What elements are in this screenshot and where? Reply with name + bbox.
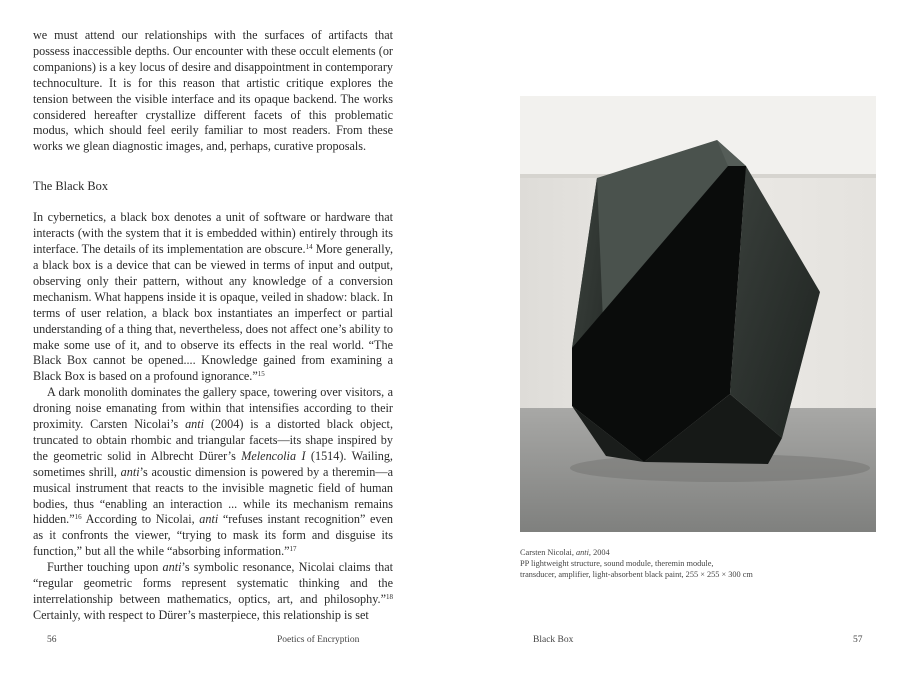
photo-caption bbox=[520, 547, 820, 580]
artwork-photo bbox=[520, 96, 876, 532]
paragraph-black-box-definition: In cybernetics, a black box denotes a unit of software or hardware that interacts (with the system that it is embedded within) entirely through its interface. The details of its implementation are obscure.$^{14}$ More generally, a black box is a device that can be viewed in terms of input and output, observing only their pattern, without any knowledge of a conversion mechanism. What happens inside it is opaque, veiled in shadow: black. In terms of user relation, a black box instantiates an imperfect or partial understanding of a thing that, nevertheless, does not affect one’s ability to make some use of it, and to observe its effects in the real world. “The Black Box cannot be opened.... Knowledge gained from examining a Black Box is based on a profound ignorance.”$^{15}$ bbox=[33, 210, 393, 384]
footnote-ref-18[interactable]: 18 bbox=[386, 593, 393, 601]
footnote-ref-16[interactable]: 16 bbox=[74, 513, 82, 522]
running-head-left: Poetics of Encryption bbox=[277, 635, 360, 645]
footnote-ref-15[interactable]: 15 bbox=[257, 370, 265, 379]
monolith-image bbox=[520, 96, 876, 532]
section-heading: The Black Box bbox=[33, 179, 109, 194]
page-number-right: 57 bbox=[853, 635, 863, 645]
page-number-left: 56 bbox=[47, 635, 57, 645]
paragraph-symbolic-resonance: Further touching upon anti’s symbolic resonance, Nicolai claims that “regular geometric forms represent systematic thinking and the interrelationship between mathematics, optics, art, and philosophy.”$^{18}$ Certainly, with respect to Dürer’s masterpiece, this relationship is set bbox=[33, 560, 393, 622]
caption-line-1: Carsten Nicolai, anti, 2004 bbox=[520, 548, 610, 557]
caption-line-2: PP lightweight structure, sound module, theremin module, bbox=[520, 559, 714, 568]
running-head-right: Black Box bbox=[533, 635, 574, 645]
intro-paragraph: we must attend our relationships with the surfaces of artifacts that possess inaccessible depths. Our encounter with these occult elements (or companions) is a key locus of desire and disappointment in contemporary technoculture. It is for this reason that artistic critique explores the tension between the visible interface and its opaque backend. The works considered hereafter crystallize different facets of this problematic modus, which should feel eerily familiar to most readers. From these works we glean diagnostic images, and, perhaps, curative proposals. bbox=[33, 28, 393, 154]
left-page bbox=[0, 0, 450, 675]
footnote-ref-14[interactable]: 14 bbox=[305, 243, 313, 252]
body-text bbox=[33, 28, 393, 624]
right-page bbox=[450, 0, 901, 675]
footnote-ref-17[interactable]: 17 bbox=[289, 545, 297, 554]
caption-line-3: transducer, amplifier, light-absorbent black paint, 255 × 255 × 300 cm bbox=[520, 570, 753, 579]
paragraph-monolith: A dark monolith dominates the gallery space, towering over visitors, a droning noise emanating from within that intensifies according to their proximity. Carsten Nicolai’s anti (2004) is a distorted black object, truncated to obtain rhombic and triangular facets—its shape inspired by the geometric solid in Albrecht Dürer’s Melencolia I (1514). Wailing, sometimes shrill, anti’s acoustic dimension is powered by a theremin—a musical instrument that reacts to the invisible magnetic field of human bodies, thus “enabling an interaction ... while its mechanism remains hidden.”$^{16}$ According to Nicolai, anti “refuses instant recognition” even as it confronts the viewer, “trying to mask its form and disguise its function,” but all the while “absorbing information.”$^{17}$ bbox=[33, 385, 393, 559]
